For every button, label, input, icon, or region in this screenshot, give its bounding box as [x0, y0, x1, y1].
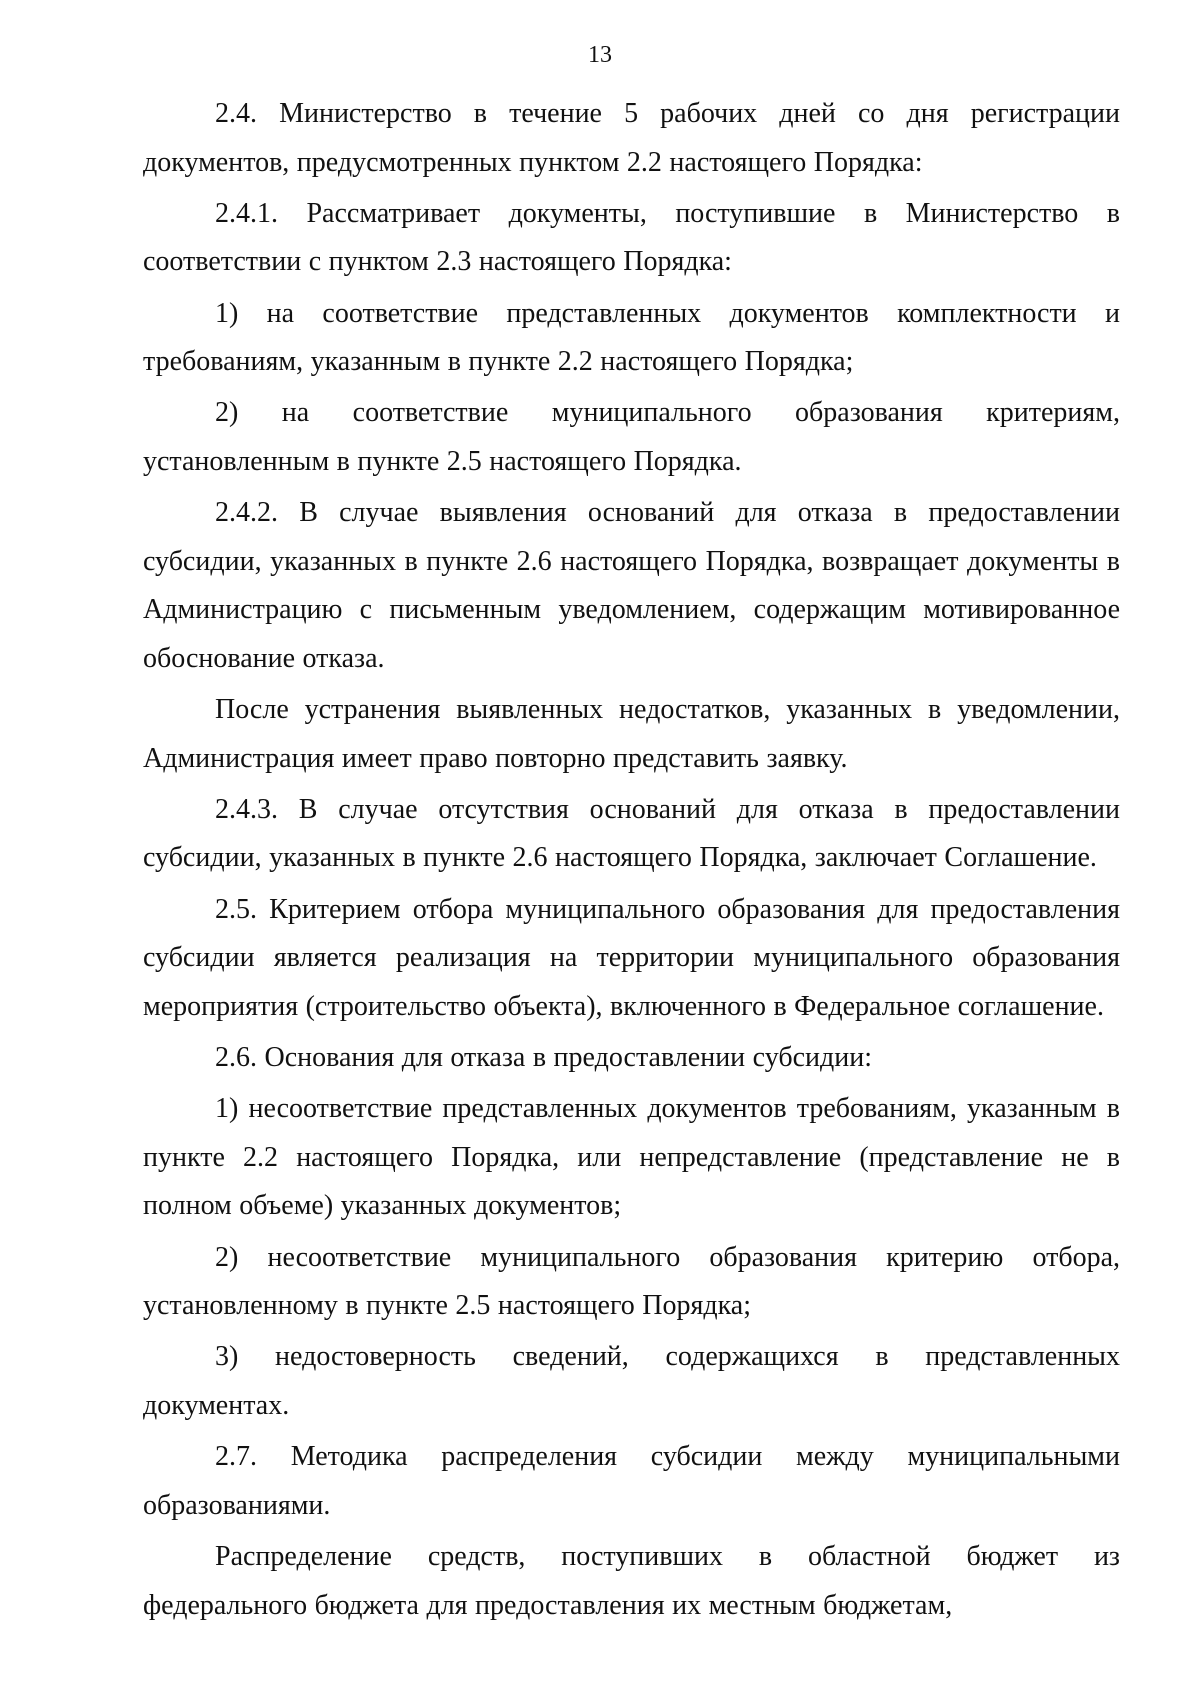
document-body	[143, 90, 1120, 1633]
paragraph-2-4-1-item-1: 1) на соответствие представленных документов комплектности и требованиям, указанным в пункте 2.2 настоящего Порядка;	[143, 297, 1120, 378]
page-number: 13	[588, 42, 612, 68]
paragraph-2-6-item-3: 3) недостоверность сведений, содержащихся в представленных документах.	[143, 1341, 1120, 1421]
paragraph-2-5: 2.5. Критерием отбора муниципального образования для предоставления субсидии является реализация на территории муниципального образования мероприятия (строительство объекта), включенного в Федеральное соглашение.	[143, 893, 1120, 1022]
paragraph-2-7: 2.7. Методика распределения субсидии между муниципальными образованиями.	[143, 1441, 1120, 1521]
paragraph-2-4-1-item-2: 2) на соответствие муниципального образования критериям, установленным в пункте 2.5 настоящего Порядка.	[143, 397, 1120, 477]
paragraph-2-4-2: 2.4.2. В случае выявления оснований для отказа в предоставлении субсидии, указанных в пункте 2.6 настоящего Порядка, возвращает документы в Администрацию с письменным уведомлением, содержащим мотивированное обоснование отказа.	[143, 497, 1120, 674]
paragraph-2-4-1: 2.4.1. Рассматривает документы, поступившие в Министерство в соответствии с пунктом 2.3 настоящего Порядка:	[143, 197, 1120, 278]
paragraph-2-4-3: 2.4.3. В случае отсутствия оснований для отказа в предоставлении субсидии, указанных в пункте 2.6 настоящего Порядка, заключает Соглашение.	[143, 793, 1120, 874]
paragraph-2-6-item-1: 1) несоответствие представленных документов требованиям, указанным в пункте 2.2 настоящего Порядка, или непредставление (представление не в полном объеме) указанных документов;	[143, 1093, 1120, 1222]
paragraph-2-4: 2.4. Министерство в течение 5 рабочих дней со дня регистрации документов, предусмотренных пунктом 2.2 настоящего Порядка:	[143, 98, 1120, 178]
paragraph-2-4-2-resubmission: После устранения выявленных недостатков, указанных в уведомлении, Администрация имеет право повторно представить заявку.	[143, 694, 1120, 774]
paragraph-2-7-distribution: Распределение средств, поступивших в областной бюджет из федерального бюджета для предоставления их местным бюджетам,	[143, 1540, 1120, 1621]
paragraph-2-6: 2.6. Основания для отказа в предоставлении субсидии:	[215, 1042, 873, 1074]
paragraph-2-6-item-2: 2) несоответствие муниципального образования критерию отбора, установленному в пункте 2.5 настоящего Порядка;	[143, 1241, 1120, 1322]
